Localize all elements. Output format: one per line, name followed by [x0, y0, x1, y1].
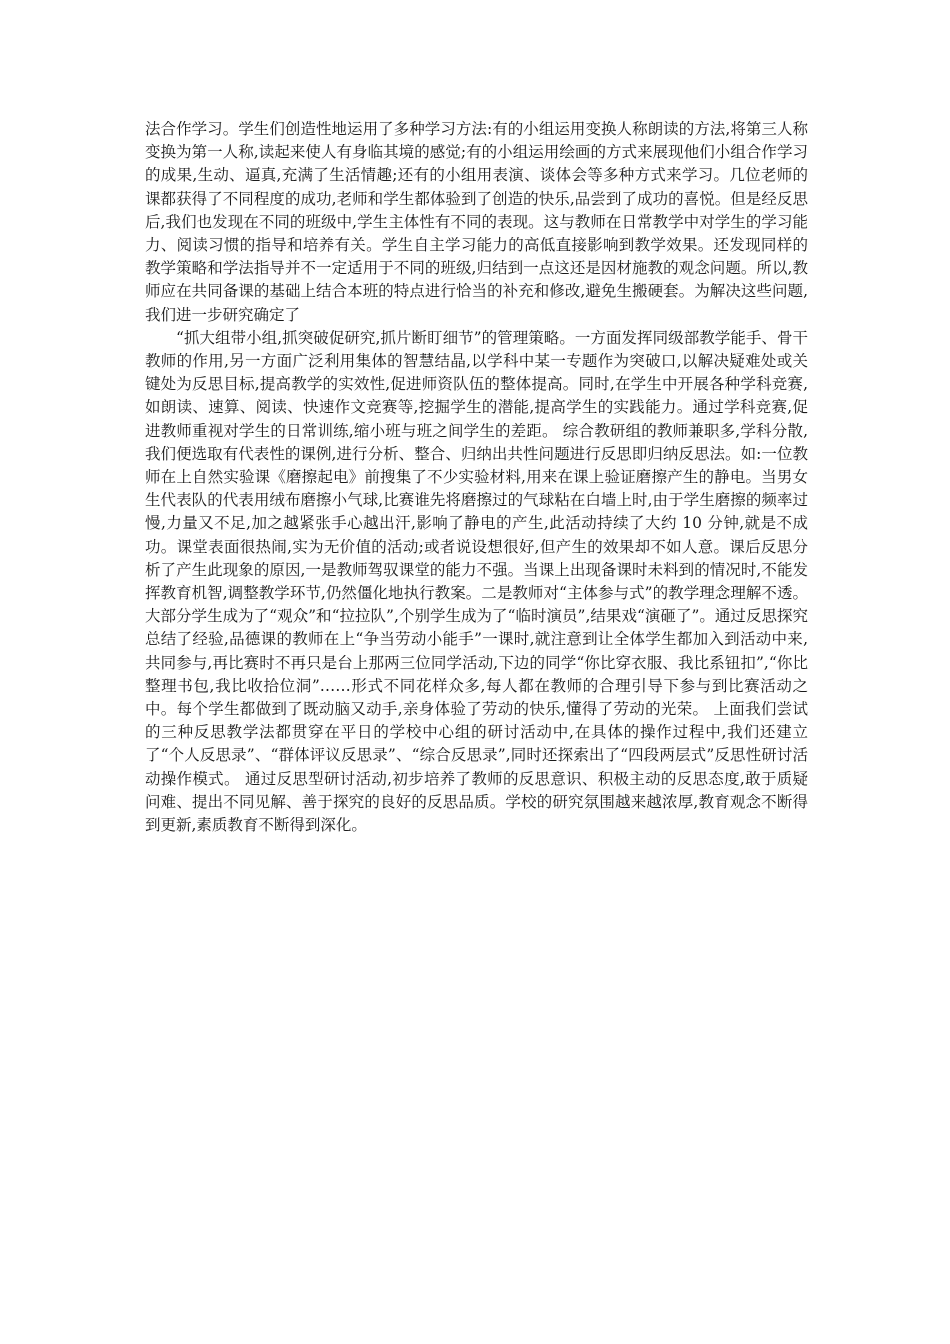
- document-body: [145, 118, 808, 837]
- paragraph-1: 法合作学习。学生们创造性地运用了多种学习方法:有的小组运用变换人称朗读的方法,将第三人称变换为第一人称,读起来使人有身临其境的感觉;有的小组运用绘画的方式来展现他们小组合作学习的成果,生动、逼真,充满了生活情趣;还有的小组用表演、谈体会等多种方式来学习。几位老师的课都获得了不同程度的成功,老师和学生都体验到了创造的快乐,品尝到了成功的喜悦。但是经反思后,我们也发现在不同的班级中,学生主体性有不同的表现。这与教师在日常教学中对学生的学习能力、阅读习惯的指导和培养有关。学生自主学习能力的高低直接影响到教学效果。还发现同样的教学策略和学法指导并不一定适用于不同的班级,归结到一点这还是因材施教的观念问题。所以,教师应在共同备课的基础上结合本班的特点进行恰当的补充和修改,避免生搬硬套。为解决这些问题,我们进一步研究确定了: [145, 120, 808, 324]
- paragraph-2: “抓大组带小组,抓突破促研究,抓片断盯细节”的管理策略。一方面发挥同级部教学能手、骨干教师的作用,另一方面广泛利用集体的智慧结晶,以学科中某一专题作为突破口,以解决疑难处或关键处为反思目标,提高教学的实效性,促进师资队伍的整体提高。同时,在学生中开展各种学科竞赛,如朗读、速算、阅读、快速作文竞赛等,挖掘学生的潜能,提高学生的实践能力。通过学科竞赛,促进教师重视对学生的日常训练,缩小班与班之间学生的差距。 综合教研组的教师兼职多,学科分散,我们便选取有代表性的课例,进行分析、整合、归纳出共性问题进行反思即归纳反思法。如:一位教师在上自然实验课《磨擦起电》前搜集了不少实验材料,用来在课上验证磨擦产生的静电。当男女生代表队的代表用绒布磨擦小气球,比赛谁先将磨擦过的气球粘在白墙上时,由于学生磨擦的频率过慢,力量又不足,加之越紧张手心越出汗,影响了静电的产生,此活动持续了大约 10 分钟,就是不成功。课堂表面很热闹,实为无价值的活动;或者说设想很好,但产生的效果却不如人意。课后反思分析了产生此现象的原因,一是教师驾驭课堂的能力不强。当课上出现备课时未料到的情况时,不能发挥教育机智,调整教学环节,仍然僵化地执行教案。二是教师对“主体参与式”的教学理念理解不透。大部分学生成为了“观众”和“拉拉队”,个别学生成为了“临时演员”,结果戏“演砸了”。通过反思探究总结了经验,品德课的教师在上“争当劳动小能手”一课时,就注意到让全体学生都加入到活动中来,共同参与,再比赛时不再只是台上那两三位同学活动,下边的同学“你比穿衣服、我比系钮扣”,“你比整理书包,我比收拾位洞”……形式不同花样众多,每人都在教师的合理引导下参与到比赛活动之中。每个学生都做到了既动脑又动手,亲身体验了劳动的快乐,懂得了劳动的光荣。 上面我们尝试的三种反思教学法都贯穿在平日的学校中心组的研讨活动中,在具体的操作过程中,我们还建立了“个人反思录”、“群体评议反思录”、“综合反思录”,同时还探索出了“四段两层式”反思性研讨活动操作模式。 通过反思型研讨活动,初步培养了教师的反思意识、积极主动的反思态度,敢于质疑问难、提出不同见解、善于探究的良好的反思品质。学校的研究氛围越来越浓厚,教育观念不断得到更新,素质教育不断得到深化。: [145, 328, 808, 835]
